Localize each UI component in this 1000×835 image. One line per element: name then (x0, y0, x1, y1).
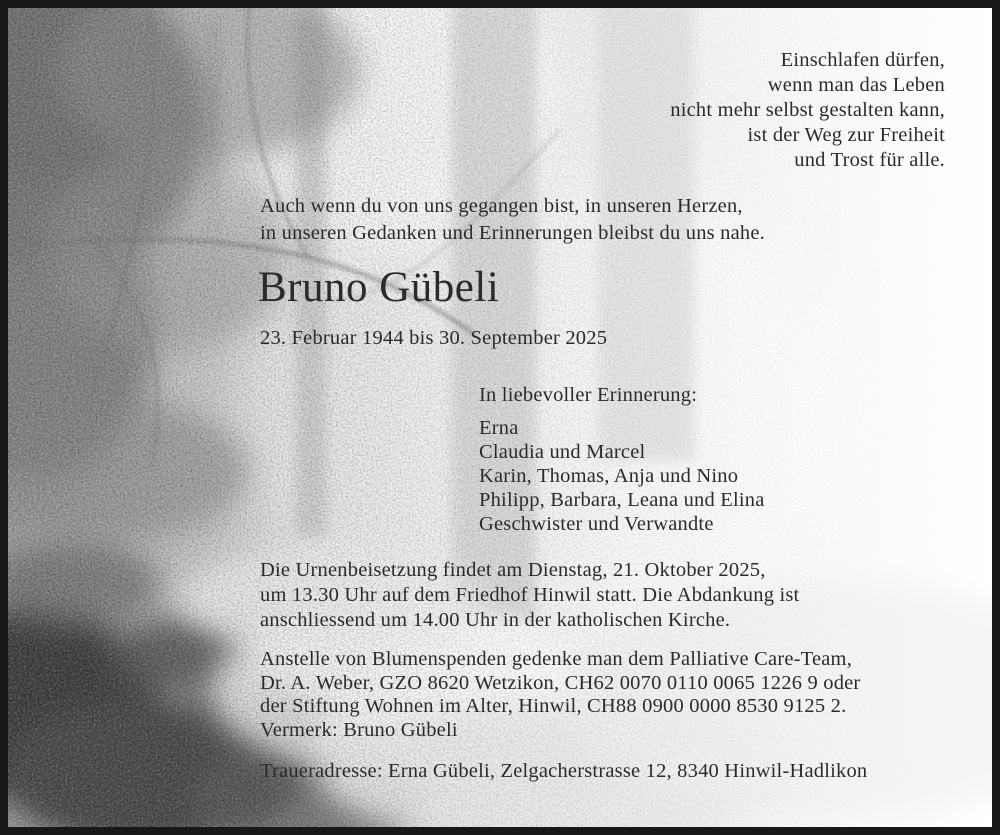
poem-line: und Trost für alle. (794, 149, 945, 171)
life-dates: 23. Februar 1944 bis 30. September 2025 (260, 327, 608, 349)
intro-line: in unseren Gedanken und Erinnerungen bleibst du uns nahe. (260, 222, 765, 244)
poem-line: nicht mehr selbst gestalten kann, (670, 99, 945, 121)
funeral-line: um 13.30 Uhr auf dem Friedhof Hinwil statt. Die Abdankung ist (260, 584, 800, 606)
deceased-name: Bruno Gübeli (258, 264, 500, 311)
poem-line: wenn man das Leben (767, 74, 945, 96)
poem-line: ist der Weg zur Freiheit (747, 124, 945, 146)
mourning-address: Traueradresse: Erna Gübeli, Zelgacherstrasse 12, 8340 Hinwil-Hadlikon (260, 760, 868, 782)
poem-line: Einschlafen dürfen, (780, 49, 945, 71)
mourner-entry: Karin, Thomas, Anja und Nino (479, 465, 739, 487)
donation-line: Anstelle von Blumenspenden gedenke man dem Palliative Care-Team, (260, 648, 853, 670)
mourner-entry: Geschwister und Verwandte (479, 513, 714, 535)
mourners-list (479, 416, 765, 536)
intro-text (260, 193, 765, 247)
remembrance-heading: In liebevoller Erinnerung: (479, 384, 698, 406)
funeral-line: Die Urnenbeisetzung findet am Dienstag, 21. Oktober 2025, (260, 559, 766, 581)
donation-line: Dr. A. Weber, GZO 8620 Wetzikon, CH62 0070 0110 0065 1226 9 oder (260, 671, 861, 694)
mourner-entry: Philipp, Barbara, Leana und Elina (479, 489, 765, 511)
donation-line: Vermerk: Bruno Gübeli (260, 718, 458, 741)
donation-line: der Stiftung Wohnen im Alter, Hinwil, CH88 0900 0000 8530 9125 2. (260, 695, 847, 717)
donation-details (260, 648, 860, 742)
funeral-line: anschliessend um 14.00 Uhr in der katholischen Kirche. (260, 609, 731, 631)
mourner-entry: Erna (479, 417, 519, 439)
poem (670, 48, 945, 173)
mourner-entry: Claudia und Marcel (479, 441, 646, 463)
intro-line: Auch wenn du von uns gegangen bist, in unseren Herzen, (260, 195, 743, 217)
funeral-details (260, 558, 799, 633)
